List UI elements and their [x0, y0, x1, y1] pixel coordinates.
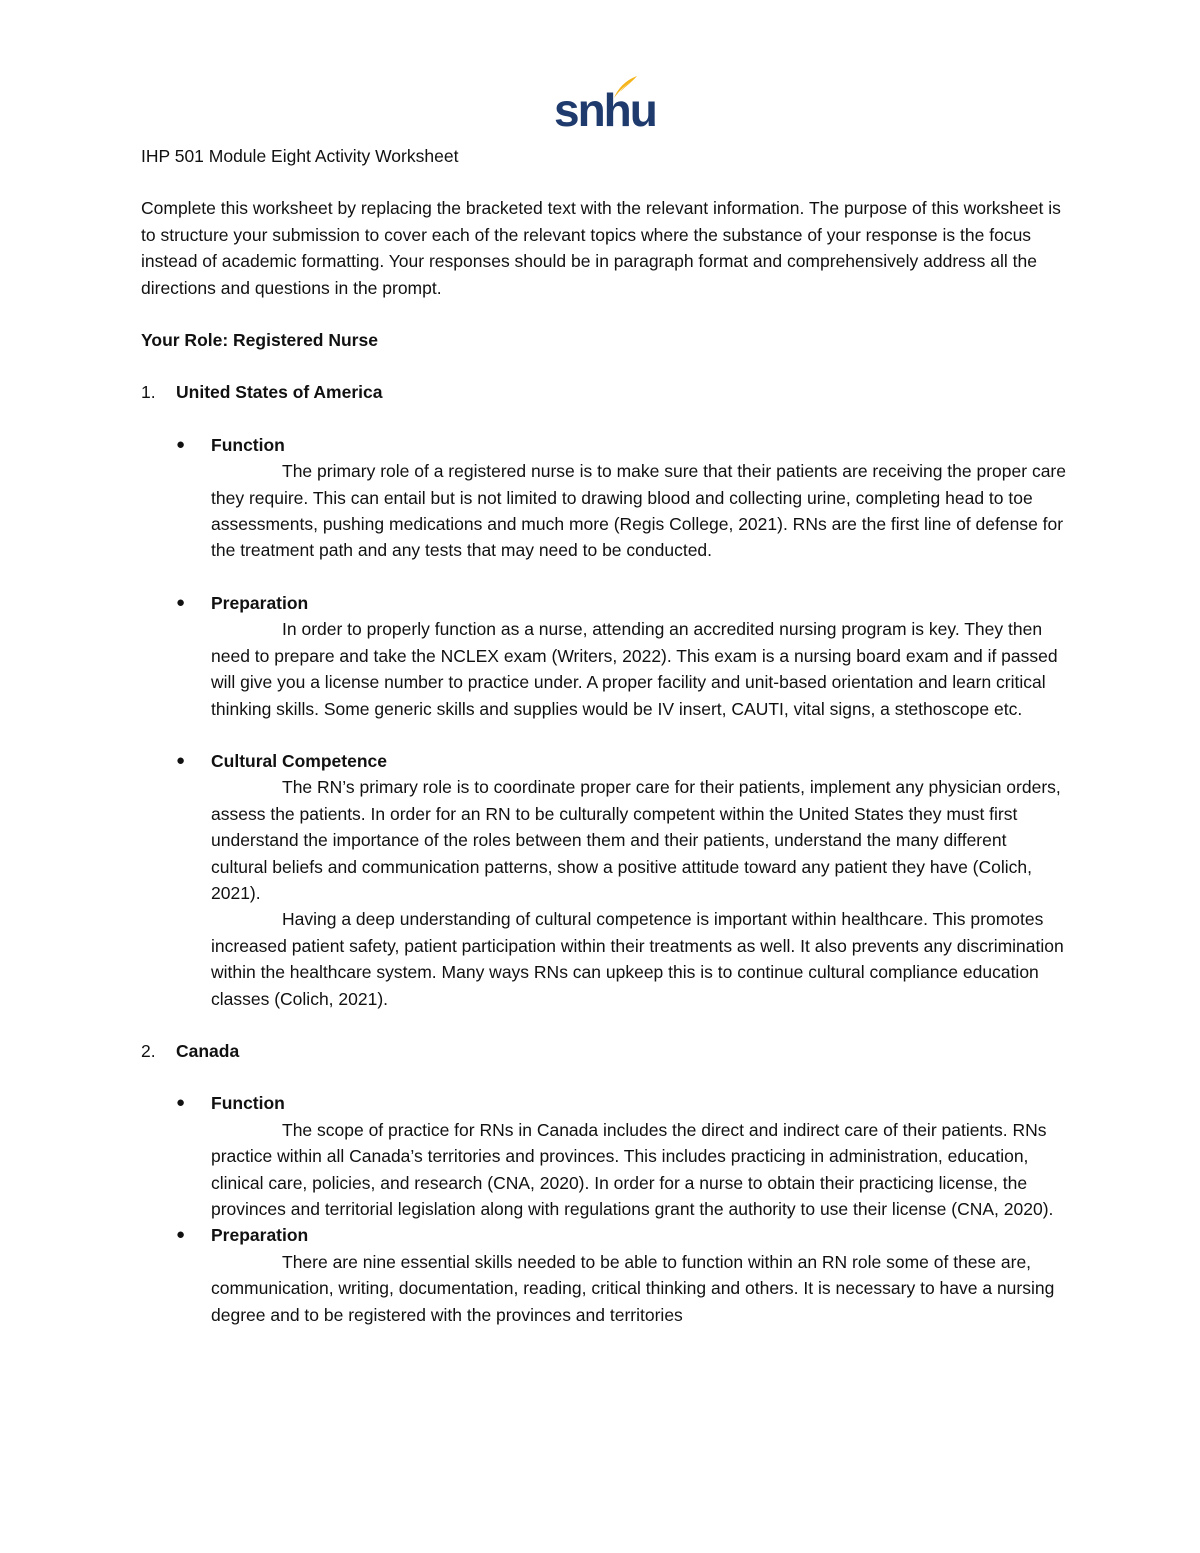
- section-title: Canada: [176, 1040, 240, 1061]
- item-heading: Preparation: [211, 1225, 309, 1246]
- item-heading: Function: [211, 1093, 285, 1114]
- section-number: 2.: [141, 1040, 156, 1061]
- item-heading: Cultural Competence: [211, 750, 387, 771]
- snhu-logo: [554, 74, 656, 136]
- item-heading: Preparation: [211, 592, 309, 613]
- role-heading: Your Role: Registered Nurse: [141, 330, 378, 351]
- bullet-icon: ●: [176, 593, 186, 611]
- item-paragraph: The RN’s primary role is to coordinate proper care for their patients, implement any physician orders, assess the patients. In order for an RN to be culturally competent within the United States they must first understand the importance of the roles between them and their patients, understand the many different cultural beliefs and communication patterns, show a positive attitude toward any patient they have (Colich, 2021).: [211, 777, 1061, 903]
- bullet-icon: ●: [176, 751, 186, 769]
- list-item-cultural-competence: [141, 748, 1066, 1012]
- section-usa: [141, 379, 1066, 1012]
- bullet-icon: ●: [176, 435, 186, 453]
- intro-paragraph: Complete this worksheet by replacing the bracketed text with the relevant information. The purpose of this worksheet is to structure your submission to cover each of the relevant topics where the substance of your response is the focus instead of academic formatting. Your responses should be in paragraph format and comprehensively address all the directions and questions in the prompt.: [141, 198, 1061, 298]
- logo-wordmark: snhu: [554, 84, 656, 136]
- list-item-function: [141, 1090, 1066, 1222]
- section-title: United States of America: [176, 382, 383, 403]
- item-paragraph: There are nine essential skills needed to be able to function within an RN role some of these are, communication, writing, documentation, reading, critical thinking and others. It is necessary to have a nursing degree and to be registered with the provinces and territories: [211, 1251, 1055, 1325]
- item-paragraph: The scope of practice for RNs in Canada includes the direct and indirect care of their patients. RNs practice within all Canada’s territories and provinces. This includes practicing in administration, education, clinical care, policies, and research (CNA, 2020). In order for a nurse to obtain their practicing license, the provinces and territorial legislation along with regulations grant the authority to use their license (CNA, 2020).: [211, 1119, 1054, 1219]
- list-item-function: [141, 432, 1066, 564]
- list-item-preparation: [141, 1222, 1066, 1328]
- document-body: [141, 143, 1066, 1328]
- section-number: 1.: [141, 382, 156, 403]
- section-heading: [141, 1038, 1066, 1064]
- bullet-icon: ●: [176, 1094, 186, 1112]
- item-heading: Function: [211, 434, 285, 455]
- item-paragraph: In order to properly function as a nurse, attending an accredited nursing program is key. They then need to prepare and take the NCLEX exam (Writers, 2022). This exam is a nursing board exam and if passed will give you a license number to practice under. A proper facility and unit-based orientation and learn critical thinking skills. Some generic skills and supplies would be IV insert, CAUTI, vital signs, a stethoscope etc.: [211, 619, 1058, 719]
- bullet-icon: ●: [176, 1226, 186, 1244]
- worksheet-title: IHP 501 Module Eight Activity Worksheet: [141, 146, 459, 166]
- list-item-preparation: [141, 590, 1066, 722]
- item-paragraph: The primary role of a registered nurse is to make sure that their patients are receiving the proper care they require. This can entail but is not limited to drawing blood and collecting urine, completing head to toe assessments, pushing medications and much more (Regis College, 2021). RNs are the first line of defense for the treatment path and any tests that may need to be conducted.: [211, 461, 1066, 561]
- section-heading: [141, 379, 1066, 405]
- section-canada: [141, 1038, 1066, 1328]
- item-paragraph: Having a deep understanding of cultural competence is important within healthcare. This promotes increased patient safety, patient participation within their treatments as well. It also prevents any discrimination within the healthcare system. Many ways RNs can upkeep this is to continue cultural compliance education classes (Colich, 2021).: [211, 909, 1064, 1009]
